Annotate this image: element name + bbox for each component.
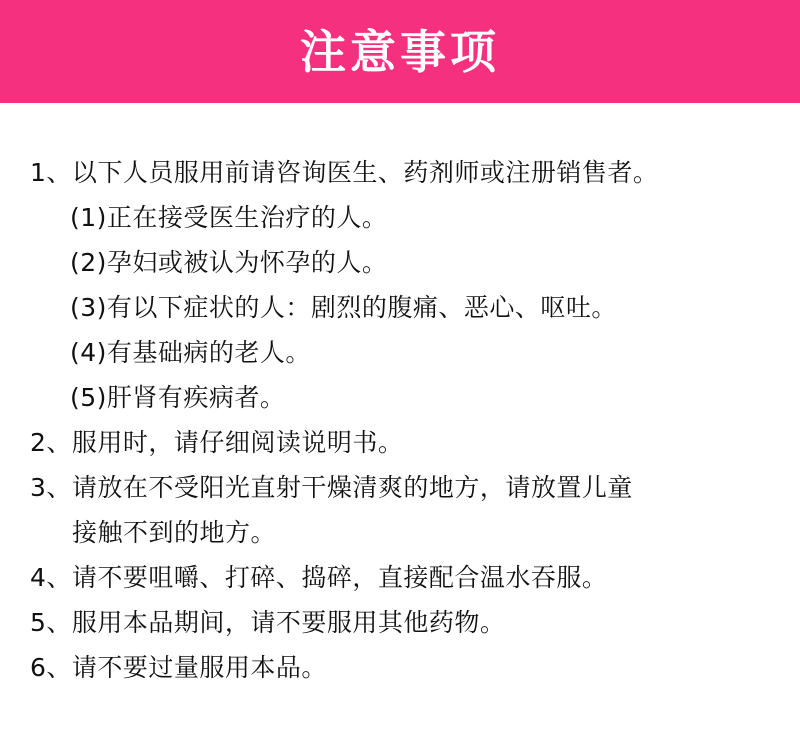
list-item: 3、请放在不受阳光直射干燥清爽的地方，请放置儿童	[30, 473, 633, 502]
list-item: (1)正在接受医生治疗的人。	[70, 203, 388, 232]
list-item: 2、服用时，请仔细阅读说明书。	[30, 428, 404, 457]
list-item: 1、以下人员服用前请咨询医生、药剂师或注册销售者。	[30, 158, 659, 187]
list-item: (5)肝肾有疾病者。	[70, 383, 286, 412]
notice-list	[0, 103, 800, 690]
list-item: 6、请不要过量服用本品。	[30, 653, 327, 682]
page-header-banner	[0, 0, 800, 103]
list-item: (3)有以下症状的人：剧烈的腹痛、恶心、呕吐。	[70, 293, 617, 322]
list-item: (4)有基础病的老人。	[70, 338, 311, 367]
list-item: 5、服用本品期间，请不要服用其他药物。	[30, 608, 506, 637]
list-item: (2)孕妇或被认为怀孕的人。	[70, 248, 388, 277]
page-title: 注意事项	[300, 24, 500, 79]
list-item-continuation: 接触不到的地方。	[72, 518, 277, 547]
list-item: 4、请不要咀嚼、打碎、捣碎，直接配合温水吞服。	[30, 563, 608, 592]
